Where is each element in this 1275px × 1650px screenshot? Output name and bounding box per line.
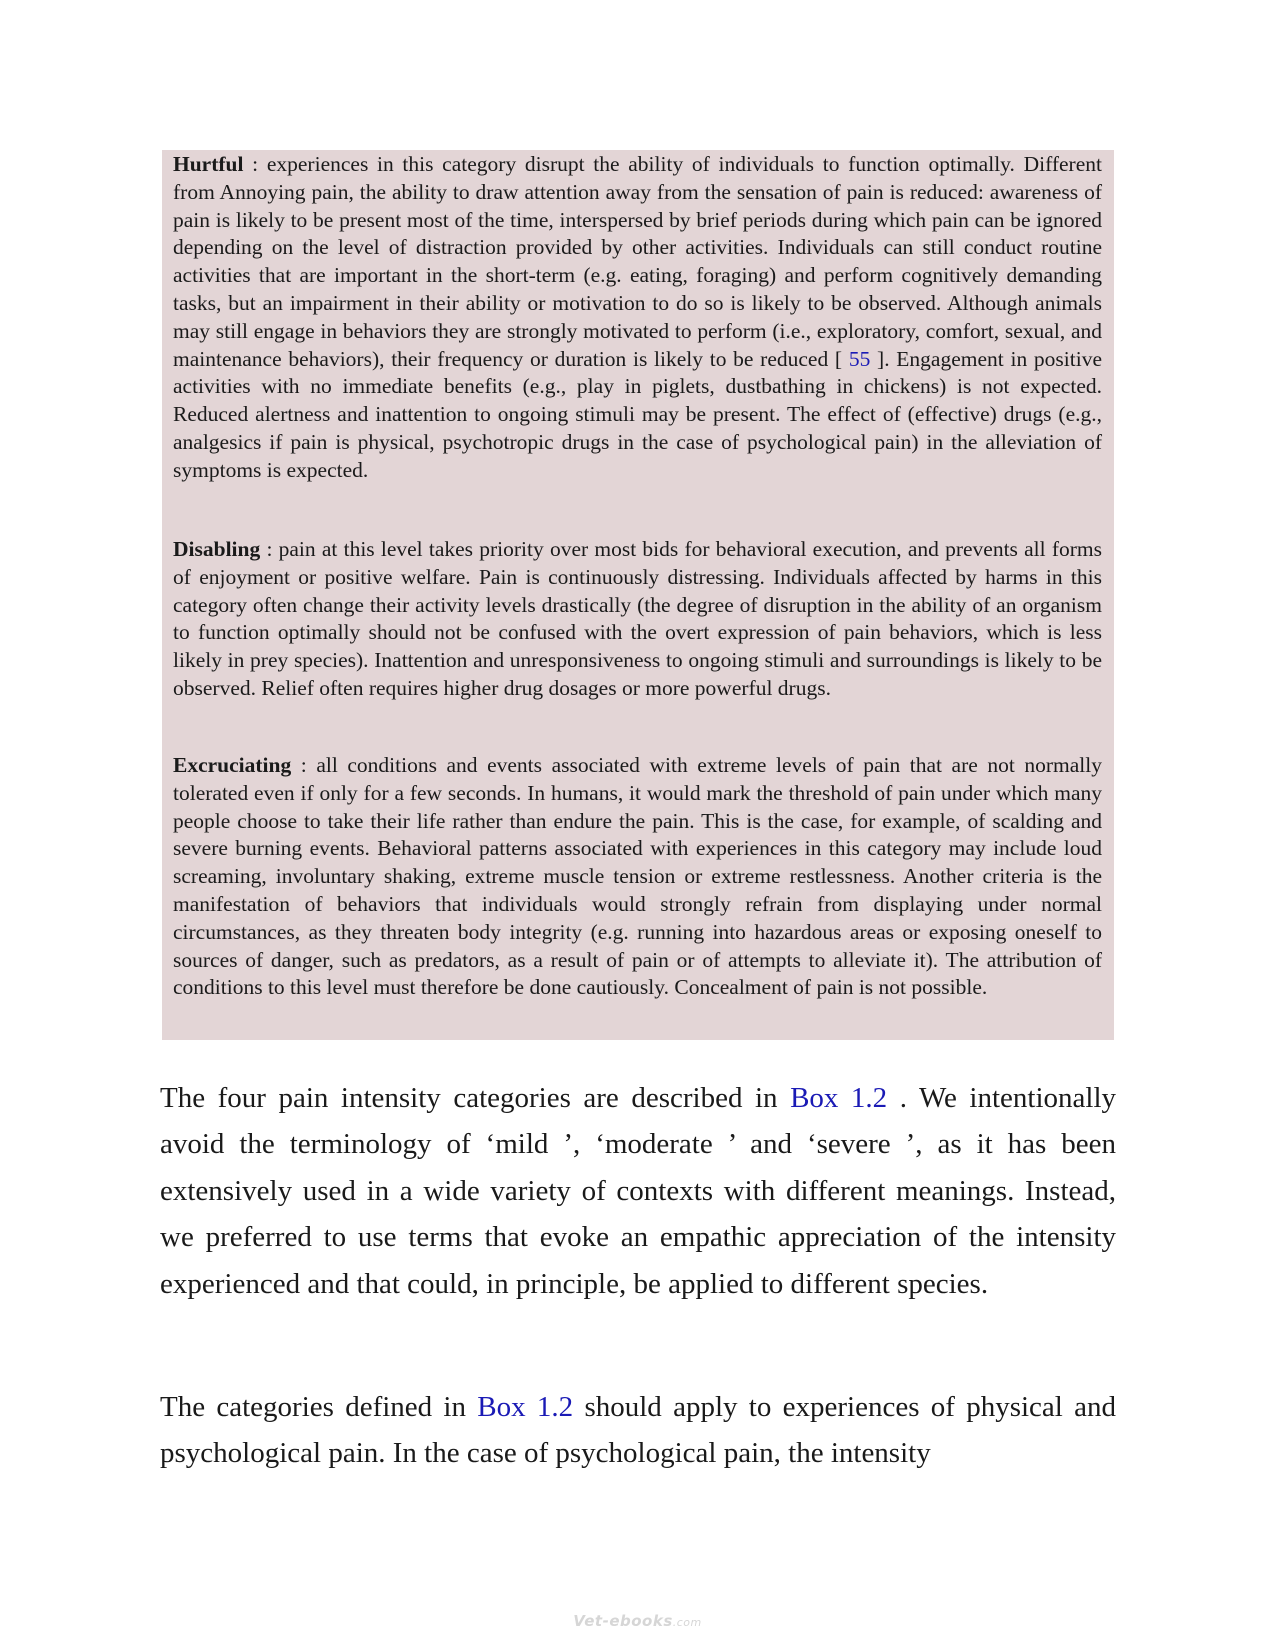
body-paragraph-2-text-after-link: should apply to experiences of physical and psychological pain. In the case of psychological pain, the intensity (160, 1391, 1117, 1470)
hurtful-term: Hurtful (173, 152, 244, 176)
body-paragraph-2-text-before-link: The categories defined in (160, 1391, 478, 1423)
hurtful-paragraph (173, 151, 1102, 485)
disabling-text: : pain at this level takes priority over most bids for behavioral execution, and prevents all forms of enjoyment or positive welfare. Pain is continuously distressing. Individuals affected by harms in this category often change their activity levels drastically (the degree of disruption in the ability of an organism to function optimally should not be confused with the overt expression of pain behaviors, which is less likely in prey species). Inattention and unresponsiveness to ongoing stimuli and surroundings is likely to be observed. Relief often requires higher drug dosages or more powerful drugs. (173, 537, 1102, 700)
body-paragraph-2 (160, 1384, 1116, 1477)
body-paragraph-1 (160, 1075, 1116, 1307)
disabling-term: Disabling (173, 537, 261, 561)
pain-category-box (162, 150, 1114, 1040)
box-1-2-link[interactable]: Box 1.2 (477, 1391, 574, 1423)
disabling-paragraph (173, 536, 1102, 703)
reference-link-55[interactable]: 55 (848, 346, 871, 371)
watermark-logo (0, 1612, 1275, 1630)
body-paragraph-1-text-before-link: The four pain intensity categories are described in (160, 1082, 791, 1114)
box-1-2-link[interactable]: Box 1.2 (790, 1082, 888, 1114)
hurtful-text-before-ref: : experiences in this category disrupt the ability of individuals to function optimally. Different from Annoying pain, the ability to draw attention away from the sensation of pain is reduced: awareness of pain is likely to be present most of the time, interspersed by brief periods during which pain can be ignored depending on the level of distraction provided by other activities. Individuals can still conduct routine activities that are important in the short-term (e.g. eating, foraging) and perform cognitively demanding tasks, but an impairment in their ability or motivation to do so is likely to be observed. Although animals may still engage in behaviors they are strongly motivated to perform (i.e., exploratory, comfort, sexual, and maintenance behaviors), their frequency or duration is likely to be reduced [ (173, 152, 1102, 371)
watermark-main: Vet-ebooks (573, 1612, 673, 1630)
hurtful-text-after-ref: ]. Engagement in positive activities with no immediate benefits (e.g., play in piglets, dustbathing in chickens) is not expected. Reduced alertness and inattention to ongoing stimuli may be present. The effect of (effective) drugs (e.g., analgesics if pain is physical, psychotropic drugs in the case of psychological pain) in the alleviation of symptoms is expected. (173, 346, 1103, 482)
excruciating-paragraph (173, 752, 1102, 1002)
watermark-suffix: .com (672, 1616, 702, 1629)
excruciating-text: : all conditions and events associated with extreme levels of pain that are not normally tolerated even if only for a few seconds. In humans, it would mark the threshold of pain under which many people choose to take their life rather than endure the pain. This is the case, for example, of scalding and severe burning events. Behavioral patterns associated with experiences in this category may include loud screaming, involuntary shaking, extreme muscle tension or extreme restlessness. Another criteria is the manifestation of behaviors that individuals would strongly refrain from displaying under normal circumstances, as they threaten body integrity (e.g. running into hazardous areas or exposing oneself to sources of danger, such as predators, as a result of pain or of attempts to alleviate it). The attribution of conditions to this level must therefore be done cautiously. Concealment of pain is not possible. (173, 753, 1102, 1000)
excruciating-term: Excruciating (173, 753, 292, 777)
body-paragraph-1-text-after-link: . We intentionally avoid the terminology of ‘mild ’, ‘moderate ’ and ‘severe ’, as it has been extensively used in a wide variety of contexts with different meanings. Instead, we preferred to use terms that evoke an empathic appreciation of the intensity experienced and that could, in principle, be applied to different species. (160, 1082, 1117, 1300)
